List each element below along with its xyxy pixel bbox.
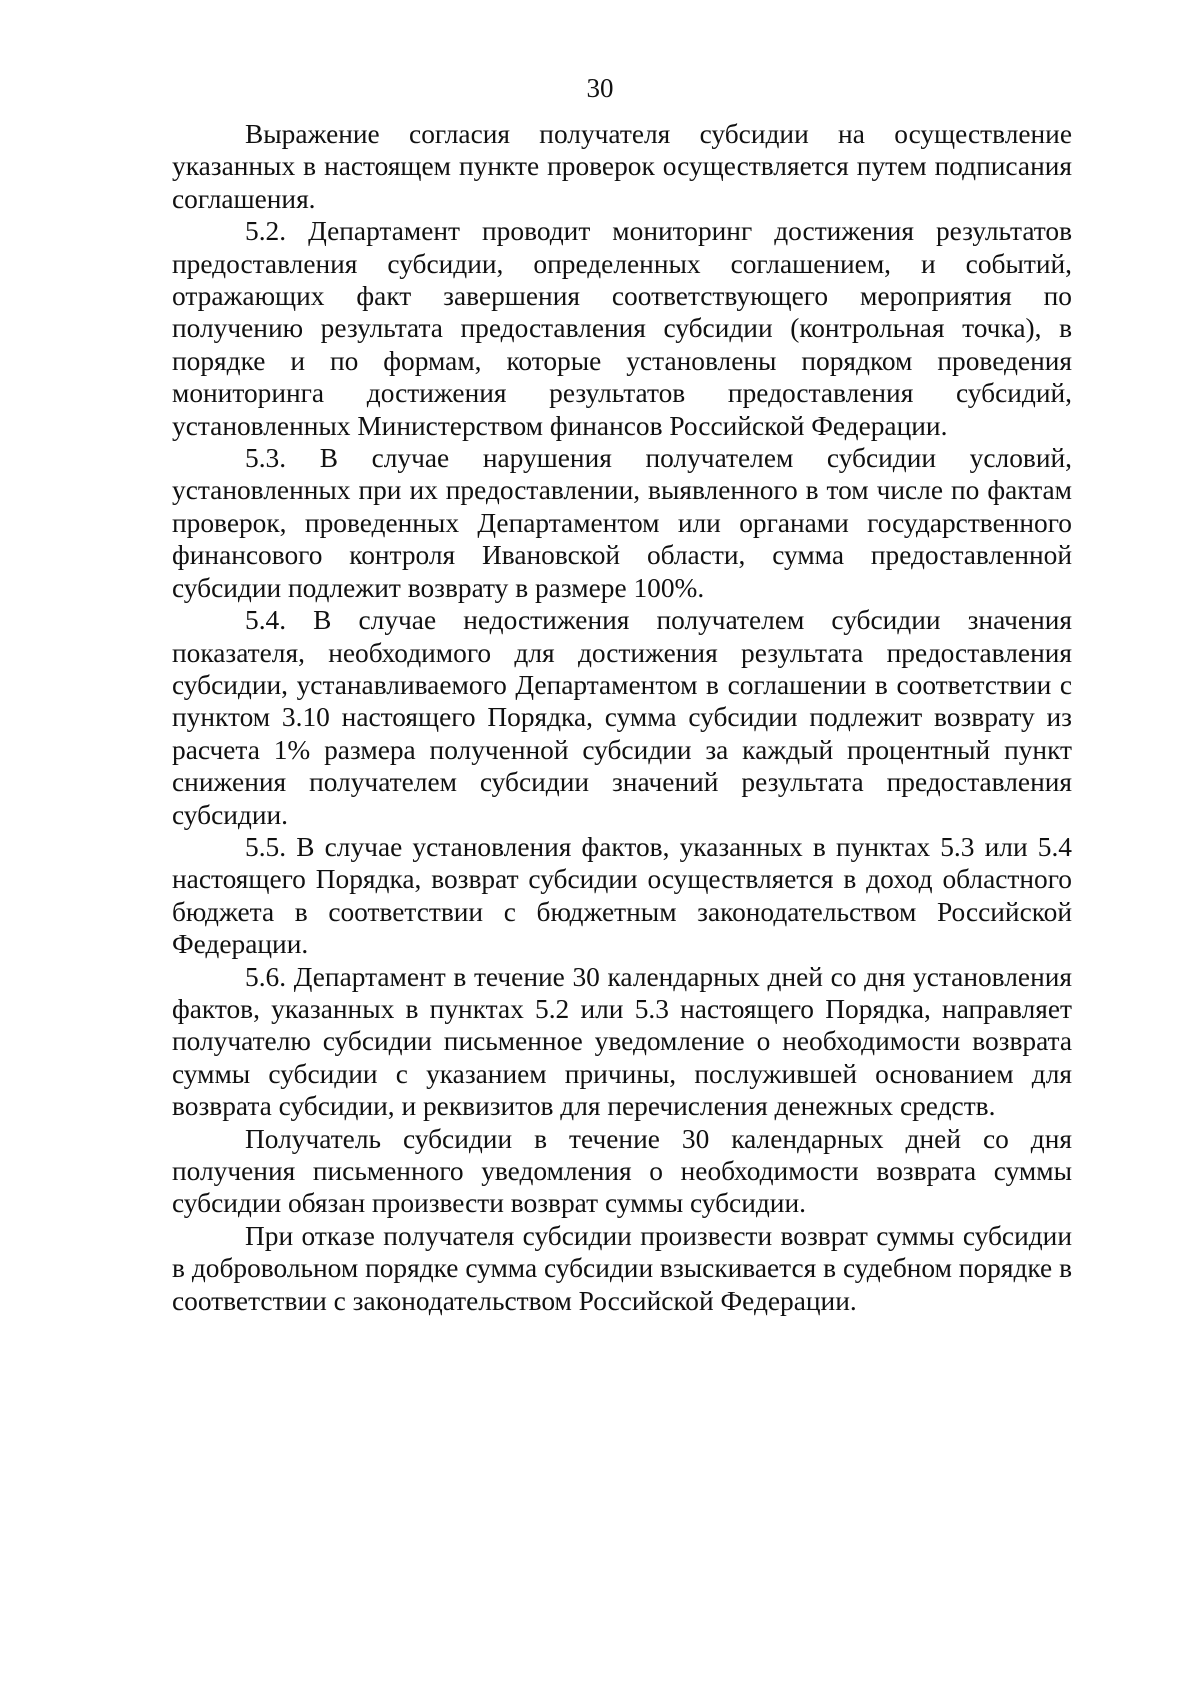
- paragraph-5-2: 5.2. Департамент проводит мониторинг достижения результатов предоставления субсидии, определенных соглашением, и событий, отражающих факт завершения соответствующего мероприятия по получению результата предоставления субсидии (контрольная точка), в порядке и по формам, которые установлены порядком проведения мониторинга достижения результатов предоставления субсидий, установленных Министерством финансов Российской Федерации.: [172, 216, 1072, 441]
- document-body: [172, 118, 1072, 1317]
- paragraph-5-5: 5.5. В случае установления фактов, указанных в пунктах 5.3 или 5.4 настоящего Порядка, возврат субсидии осуществляется в доход областного бюджета в соответствии с бюджетным законодательством Российской Федерации.: [172, 831, 1072, 960]
- paragraph-recipient-return: Получатель субсидии в течение 30 календарных дней со дня получения письменного уведомления о необходимости возврата суммы субсидии обязан произвести возврат суммы субсидии.: [172, 1123, 1072, 1219]
- paragraph-refusal: При отказе получателя субсидии произвести возврат суммы субсидии в добровольном порядке сумма субсидии взыскивается в судебном порядке в соответствии с законодательством Российской Федерации.: [172, 1220, 1072, 1316]
- paragraph-5-6: 5.6. Департамент в течение 30 календарных дней со дня установления фактов, указанных в пунктах 5.2 или 5.3 настоящего Порядка, направляет получателю субсидии письменное уведомление о необходимости возврата суммы субсидии с указанием причины, послужившей основанием для возврата субсидии, и реквизитов для перечисления денежных средств.: [172, 961, 1072, 1122]
- paragraph-5-3: 5.3. В случае нарушения получателем субсидии условий, установленных при их предоставлении, выявленного в том числе по фактам проверок, проведенных Департаментом или органами государственного финансового контроля Ивановской области, сумма предоставленной субсидии подлежит возврату в размере 100%.: [172, 443, 1072, 603]
- paragraph-5-4: 5.4. В случае недостижения получателем субсидии значения показателя, необходимого для достижения результата предоставления субсидии, устанавливаемого Департаментом в соглашении в соответствии с пунктом 3.10 настоящего Порядка, сумма субсидии подлежит возврату из расчета 1% размера полученной субсидии за каждый процентный пункт снижения получателем субсидии значений результата предоставления субсидии.: [172, 605, 1072, 830]
- paragraph-consent: Выражение согласия получателя субсидии на осуществление указанных в настоящем пункте проверок осуществляется путем подписания соглашения.: [172, 119, 1072, 214]
- page-number: 30: [586, 73, 614, 103]
